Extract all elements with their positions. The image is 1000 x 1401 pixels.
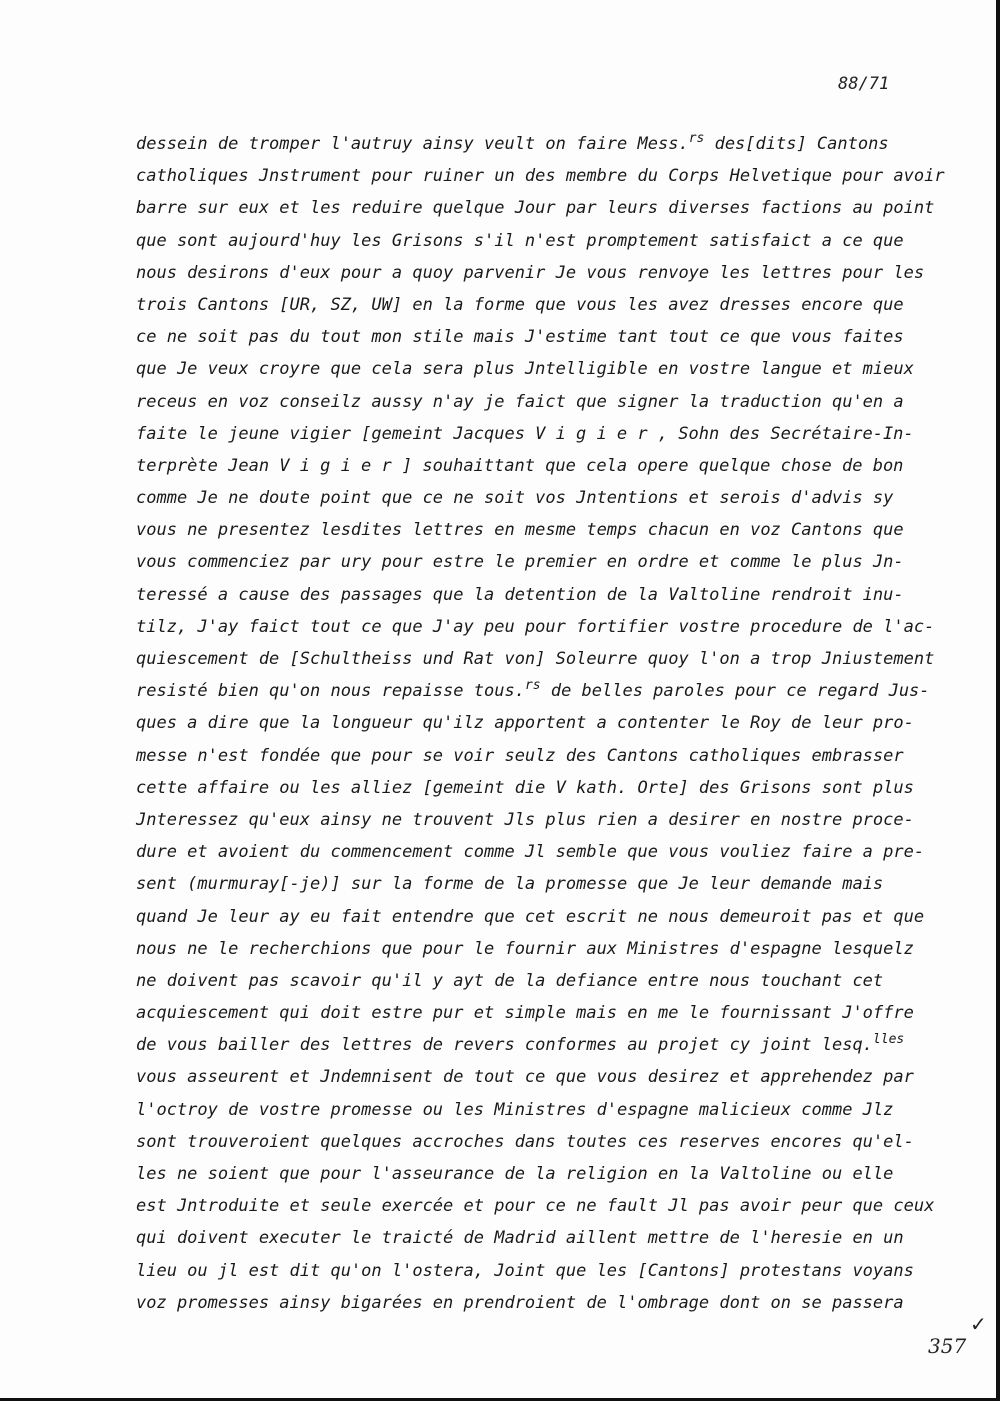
- checkmark-icon: ✓: [970, 1312, 987, 1336]
- text-line: [136, 321, 926, 353]
- text-segment: vous commenciez par ury pour estre le premier en ordre et comme le plus Jn-: [136, 552, 904, 573]
- superscript-abbrev: rs: [524, 678, 541, 694]
- text-segment: sont trouveroient quelques accroches dans toutes ces reserves encores qu'el-: [136, 1131, 914, 1152]
- scan-edge-right: [996, 0, 1000, 1401]
- spaced-name: Vigier: [535, 423, 658, 444]
- text-line: [136, 804, 926, 836]
- text-segment: messe n'est fondée que pour se voir seulz des Cantons catholiques embrasser: [136, 745, 904, 766]
- text-segment: que sont aujourd'huy les Grisons s'il n'est promptement satisfaict a ce que: [136, 230, 904, 251]
- text-line: [136, 643, 935, 675]
- text-line: [136, 289, 926, 321]
- text-line: [136, 514, 926, 546]
- text-segment: quand Je leur ay eu fait entendre que cet escrit ne nous demeuroit pas et que: [136, 906, 925, 927]
- text-segment: de belles paroles pour ce regard Jus-: [540, 681, 930, 702]
- text-line: [136, 1190, 935, 1222]
- text-segment: ne doivent pas scavoir qu'il y ayt de la defiance entre nous touchant cet: [136, 970, 884, 991]
- text-line: [136, 1029, 926, 1061]
- text-line: [136, 1158, 926, 1190]
- text-segment: est Jntroduite et seule exercée et pour ce ne fault Jl pas avoir peur que ceux: [136, 1196, 935, 1217]
- text-line: [136, 1126, 926, 1158]
- text-segment: ques a dire que la longueur qu'ilz apportent a contenter le Roy de leur pro-: [136, 713, 914, 734]
- text-segment: cette affaire ou les alliez [gemeint die V kath. Orte] des Grisons sont plus: [136, 777, 914, 798]
- text-line: [136, 933, 926, 965]
- text-line: [136, 257, 926, 289]
- text-line: [136, 675, 930, 707]
- text-segment: trois Cantons [UR, SZ, UW] en la forme que vous les avez dresses encore que: [136, 294, 904, 315]
- text-segment: Jnteressez qu'eux ainsy ne trouvent Jls plus rien a desirer en nostre proce-: [136, 809, 914, 830]
- handwritten-folio-number: 357: [928, 1334, 967, 1358]
- text-line: [136, 836, 926, 868]
- text-segment: nous desirons d'eux pour a quoy parvenir Je vous renvoye les lettres pour les: [136, 262, 925, 283]
- text-line: [136, 450, 926, 482]
- superscript-abbrev: rs: [688, 130, 705, 146]
- text-segment: des[dits] Cantons: [704, 134, 889, 154]
- text-segment: les ne soient que pour l'asseurance de la religion en la Valtoline ou elle: [136, 1164, 894, 1184]
- text-segment: terprète Jean: [136, 455, 280, 476]
- text-line: [136, 225, 926, 257]
- text-segment: teressé a cause des passages que la detention de la Valtoline rendroit inu-: [136, 584, 904, 605]
- text-segment: barre sur eux et les reduire quelque Jour par leurs diverses factions au point: [136, 198, 935, 219]
- text-segment: quiescement de [Schultheiss und Rat von] Soleurre quoy l'on a trop Jniustement: [136, 649, 935, 669]
- text-line: [136, 868, 926, 900]
- text-segment: tilz, J'ay faict tout ce que J'ay peu pour fortifier vostre procedure de l'ac-: [136, 616, 935, 637]
- text-segment: vous asseurent et Jndemnisent de tout ce que vous desirez et apprehendez par: [136, 1067, 914, 1088]
- text-segment: ce ne soit pas du tout mon stile mais J'estime tant tout ce que vous faites: [136, 327, 904, 348]
- text-segment: sent (murmuray[-je)] sur la forme de la promesse que Je leur demande mais: [136, 874, 884, 895]
- text-segment: vous ne presentez lesdites lettres en mesme temps chacun en voz Cantons que: [136, 520, 904, 541]
- text-segment: l'octroy de vostre promesse ou les Ministres d'espagne malicieux comme Jlz: [136, 1099, 894, 1120]
- text-segment: faite le jeune vigier [gemeint Jacques: [136, 423, 536, 444]
- text-line: [136, 418, 926, 450]
- text-line: [136, 997, 926, 1029]
- text-line: [136, 611, 935, 643]
- text-line: [136, 1255, 926, 1287]
- text-line: [136, 192, 935, 224]
- text-line: [136, 772, 926, 804]
- text-segment: lieu ou jl est dit qu'on l'ostera, Joint que les [Cantons] protestans voyans: [136, 1260, 914, 1281]
- text-line: [136, 707, 926, 739]
- text-line: [136, 128, 926, 160]
- text-segment: comme Je ne doute point que ce ne soit vos Jntentions et serois d'advis sy: [136, 488, 894, 509]
- text-segment: dessein de tromper l'autruy ainsy veult on faire Mess.: [136, 134, 689, 154]
- text-line: [136, 1287, 926, 1319]
- text-line: [136, 386, 926, 418]
- text-segment: ] souhaittant que cela opere quelque chose de bon: [401, 455, 904, 476]
- text-segment: resisté bien qu'on nous repaisse tous.: [136, 681, 525, 702]
- text-segment: que Je veux croyre que cela sera plus Jntelligible en vostre langue et mieux: [136, 359, 914, 380]
- spaced-name: Vigier: [279, 455, 402, 476]
- superscript-abbrev: lles: [872, 1032, 905, 1048]
- text-line: [136, 579, 926, 611]
- text-segment: acquiescement qui doit estre pur et simple mais en me le fournissant J'offre: [136, 1003, 914, 1024]
- text-line: [136, 740, 926, 772]
- text-line: [136, 482, 926, 514]
- text-segment: receus en voz conseilz aussy n'ay je faict que signer la traduction qu'en a: [136, 391, 904, 412]
- page-number: 88/71: [838, 74, 890, 94]
- text-segment: voz promesses ainsy bigarées en prendroient de l'ombrage dont on se passera: [136, 1292, 904, 1313]
- text-line: [136, 353, 926, 385]
- transcription-body: [136, 128, 945, 1319]
- text-segment: dure et avoient du commencement comme Jl semble que vous vouliez faire a pre-: [136, 842, 925, 863]
- text-line: [136, 901, 926, 933]
- text-line: [136, 1222, 926, 1254]
- text-segment: nous ne le recherchions que pour le fournir aux Ministres d'espagne lesquelz: [136, 938, 914, 959]
- text-line: [136, 965, 926, 997]
- text-line: [136, 160, 945, 192]
- text-segment: catholiques Jnstrument pour ruiner un des membre du Corps Helvetique pour avoir: [136, 166, 945, 187]
- text-line: [136, 546, 926, 578]
- text-line: [136, 1094, 926, 1126]
- text-segment: de vous bailler des lettres de revers conformes au projet cy joint lesq.: [136, 1035, 873, 1056]
- text-line: [136, 1061, 926, 1093]
- text-segment: , Sohn des Secrétaire-In-: [657, 423, 914, 444]
- text-segment: qui doivent executer le traicté de Madrid aillent mettre de l'heresie en un: [136, 1228, 904, 1249]
